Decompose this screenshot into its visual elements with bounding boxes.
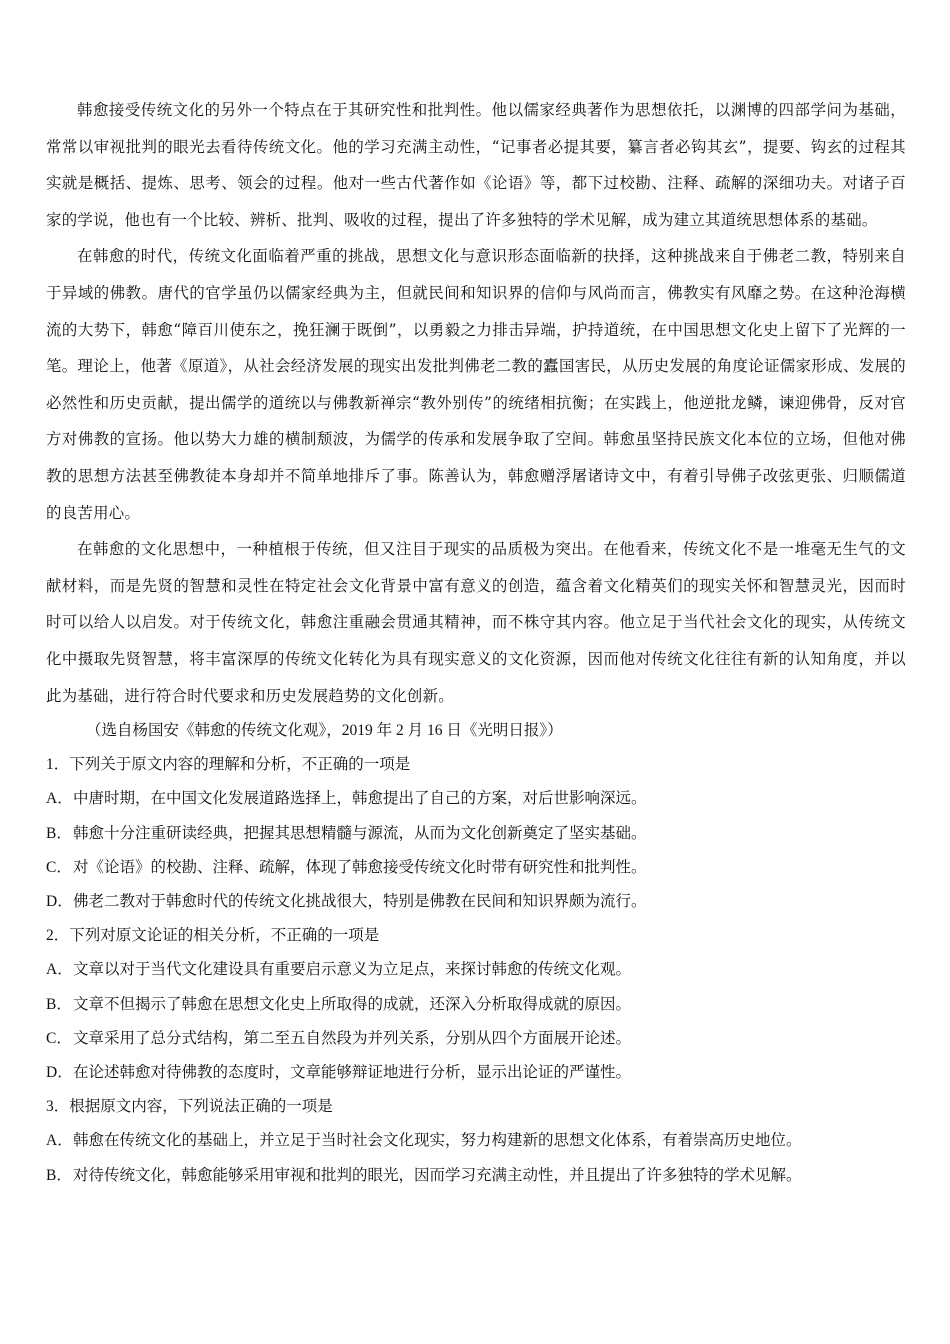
question-3-option-a xyxy=(46,1124,906,1158)
question-2 xyxy=(46,919,906,1090)
option-letter: B． xyxy=(46,995,72,1013)
option-text: 韩愈十分注重研读经典，把握其思想精髓与源流，从而为文化创新奠定了坚实基础。 xyxy=(73,824,647,842)
question-3-option-b xyxy=(46,1159,906,1193)
option-text: 佛老二教对于韩愈时代的传统文化挑战很大，特别是佛教在民间和知识界颇为流行。 xyxy=(73,892,647,910)
option-text: 在论述韩愈对待佛教的态度时，文章能够辩证地进行分析，显示出论证的严谨性。 xyxy=(73,1063,632,1081)
option-letter: A． xyxy=(46,1132,73,1150)
question-1-option-c xyxy=(46,851,906,885)
document-page xyxy=(46,92,906,1193)
question-2-option-c xyxy=(46,1022,906,1056)
option-text: 文章以对于当代文化建设具有重要启示意义为立足点，来探讨韩愈的传统文化观。 xyxy=(73,961,632,979)
question-2-stem: 2．下列对原文论证的相关分析，不正确的一项是 xyxy=(46,927,380,945)
option-text: 韩愈在传统文化的基础上，并立足于当时社会文化现实，努力构建新的思想文化体系，有着崇高历史地位。 xyxy=(73,1132,802,1150)
question-1-stem: 1．下列关于原文内容的理解和分析，不正确的一项是 xyxy=(46,756,411,774)
question-3 xyxy=(46,1090,906,1193)
option-letter: B． xyxy=(46,1166,72,1184)
passage-paragraph-1: 韩愈接受传统文化的另外一个特点在于其研究性和批判性。他以儒家经典著作为思想依托，以渊博的四部学问为基础，常常以审视批判的眼光去看待传统文化。他的学习充满主动性，“记事者必提其要，纂言者必钩其玄”，提要、钩玄的过程其实就是概括、提炼、思考、领会的过程。他对一些古代著作如《论语》等，都下过校勘、注释、疏解的深细功夫。对诸子百家的学说，他也有一个比较、辨析、批判、吸收的过程，提出了许多独特的学术见解，成为建立其道统思想体系的基础。 xyxy=(46,101,906,229)
question-1-option-a xyxy=(46,782,906,816)
passage-paragraph-3: 在韩愈的文化思想中，一种植根于传统，但又注目于现实的品质极为突出。在他看来，传统文化不是一堆毫无生气的文献材料，而是先贤的智慧和灵性在特定社会文化背景中富有意义的创造，蕴含着文化精英们的现实关怀和智慧灵光，因而时时可以给人以启发。对于传统文化，韩愈注重融会贯通其精神，而不株守其内容。他立足于当代社会文化的现实，从传统文化中摄取先贤智慧，将丰富深厚的传统文化转化为具有现实意义的文化资源，因而他对传统文化往往有新的认知角度，并以此为基础，进行符合时代要求和历史发展趋势的文化创新。 xyxy=(46,540,906,705)
passage-source: （选自杨国安《韩愈的传统文化观》，2019 年 2 月 16 日《光明日报》） xyxy=(86,722,563,740)
question-3-stem: 3．根据原文内容，下列说法正确的一项是 xyxy=(46,1098,333,1116)
option-text: 对《论语》的校勘、注释、疏解，体现了韩愈接受传统文化时带有研究性和批判性。 xyxy=(73,858,647,876)
option-letter: B． xyxy=(46,824,72,842)
option-letter: C． xyxy=(46,1029,72,1047)
passage-paragraph-2: 在韩愈的时代，传统文化面临着严重的挑战，思想文化与意识形态面临新的抉择，这种挑战来自于佛老二教，特别来自于异域的佛教。唐代的官学虽仍以儒家经典为主，但就民间和知识界的信仰与风尚而言，佛教实有风靡之势。在这种沧海横流的大势下，韩愈“障百川使东之，挽狂澜于既倒”，以勇毅之力排击异端，护持道统，在中国思想文化史上留下了光辉的一笔。理论上，他著《原道》，从社会经济发展的现实出发批判佛老二教的蠹国害民，从历史发展的角度论证儒家形成、发展的必然性和历史贡献，提出儒学的道统以与佛教新禅宗“教外别传”的统绪相抗衡；在实践上，他逆批龙鳞，谏迎佛骨，反对官方对佛教的宣扬。他以势大力雄的横制颓波，为儒学的传承和发展争取了空间。韩愈虽坚持民族文化本位的立场，但他对佛教的思想方法甚至佛教徒本身却并不简单地排斥了事。陈善认为，韩愈赠浮屠诸诗文中，有着引导佛子改弦更张、归顺儒道的良苦用心。 xyxy=(46,247,906,522)
question-2-option-d xyxy=(46,1056,906,1090)
option-text: 对待传统文化，韩愈能够采用审视和批判的眼光，因而学习充满主动性，并且提出了许多独特的学术见解。 xyxy=(73,1166,802,1184)
question-1 xyxy=(46,748,906,919)
option-letter: A． xyxy=(46,790,73,808)
option-text: 中唐时期，在中国文化发展道路选择上，韩愈提出了自己的方案，对后世影响深远。 xyxy=(73,790,647,808)
option-letter: C． xyxy=(46,858,72,876)
option-letter: A． xyxy=(46,961,73,979)
question-2-option-a xyxy=(46,953,906,987)
option-text: 文章采用了总分式结构，第二至五自然段为并列关系，分别从四个方面展开论述。 xyxy=(73,1029,632,1047)
question-1-option-b xyxy=(46,817,906,851)
option-letter: D． xyxy=(46,1063,73,1081)
option-text: 文章不但揭示了韩愈在思想文化史上所取得的成就，还深入分析取得成就的原因。 xyxy=(73,995,632,1013)
question-2-option-b xyxy=(46,988,906,1022)
option-letter: D． xyxy=(46,892,73,910)
question-1-option-d xyxy=(46,885,906,919)
